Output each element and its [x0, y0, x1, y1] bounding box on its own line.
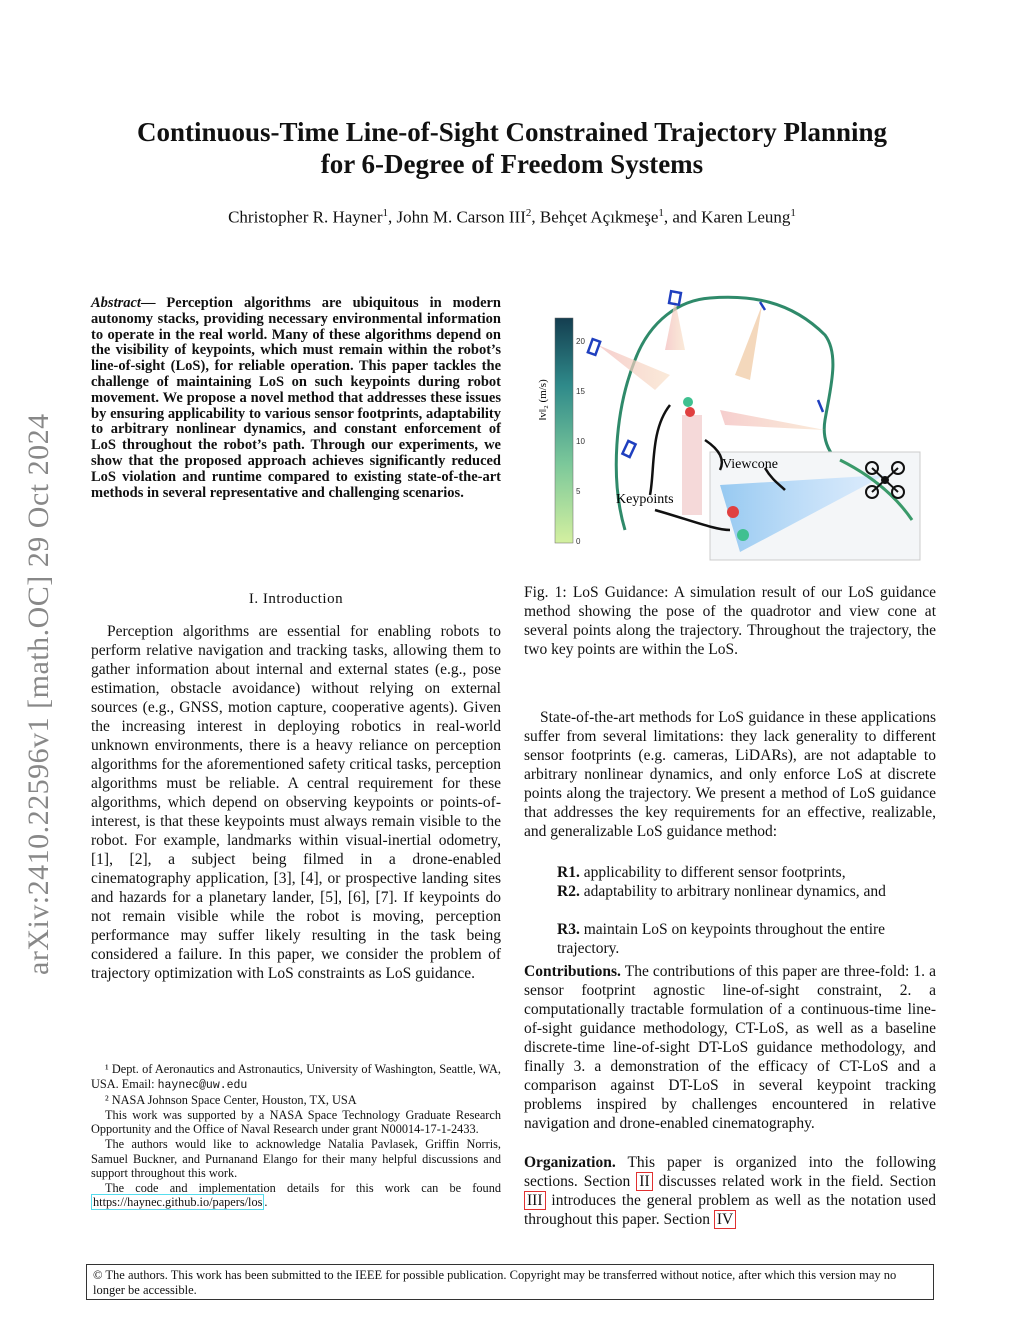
keypoint-marker [683, 397, 693, 407]
affiliation-mark: 1 [382, 207, 388, 219]
footnotes [91, 1062, 501, 1210]
colorbar-tick: 0 [576, 537, 581, 546]
requirement-r3: R3. maintain LoS on keypoints throughout the entire trajectory. [557, 921, 886, 957]
requirement-r1: R1. applicability to different sensor footprints, [557, 864, 846, 881]
abstract-text: — Perception algorithms are ubiquitous in modern autonomy stacks, providing necessary environmental information to operate in the real world. Many of these algorithms depend on the visibility of keypoints, which must remain within the robot’s line-of-sight (LoS), for reliable operation. This paper tackles the challenge of maintaining LoS on such keypoints during robot movement. We propose a novel method that addresses these issues by ensuring applicability to various sensor footprints, adaptability to arbitrary nonlinear dynamics, and constant enforcement of LoS throughout the robot’s path. Through our experiments, we show that the proposed approach achieves significantly reduced LoS violation and runtime compared to existing state-of-the-art methods in several representative and challenging scenarios. [91, 295, 501, 501]
copyright-notice: © The authors. This work has been submitted to the IEEE for possible publication. Copyright may be transferred without notice, after which this version may no longer be accessible. [86, 1264, 934, 1300]
footnote-code: The code and implementation details for this work can be found https://haynec.github.io/papers/los . [93, 1180, 501, 1210]
footnote-acknowledgements: The authors would like to acknowledge Natalia Pavlasek, Griffin Norris, Samuel Buckner, and Purnanand Elango for their many helpful discussions and support throughout this work. [91, 1136, 501, 1181]
figure-caption: Fig. 1: LoS Guidance: A simulation result of our LoS guidance method showing the pose of the quadrotor and view cone at several points along the trajectory. Throughout the trajectory, the two key points are within the LoS. [524, 584, 936, 658]
keypoint-marker [727, 506, 739, 518]
colorbar [555, 318, 573, 543]
keypoint-marker [685, 407, 695, 417]
affiliation-mark: 2 [525, 207, 532, 219]
abstract-label: Abstract [91, 295, 141, 311]
viewcone-small [720, 410, 825, 430]
abstract [91, 296, 501, 501]
keypoint-pillar [682, 415, 702, 515]
title-line-2: for 6-Degree of Freedom Systems [320, 149, 704, 179]
section-heading-introduction: I. Introduction [248, 591, 344, 607]
callout-line [650, 405, 670, 495]
colorbar-tick: 5 [576, 487, 581, 496]
figure-label-keypoints: Keypoints [616, 492, 674, 507]
keypoint-marker [737, 529, 749, 541]
section-ref-link[interactable]: II [636, 1172, 652, 1191]
viewcone-small [598, 345, 670, 390]
organization-paragraph: Organization. This paper is organized into the following sections. Section II discusses related work in the field. Section III introduces the general problem as well as the notation used throughout this paper. Section IV [524, 1154, 936, 1228]
colorbar-tick: 20 [576, 337, 585, 346]
figure-los-guidance [537, 280, 940, 580]
colorbar-label: ‖v‖₂ (m/s) [537, 379, 549, 421]
arxiv-identifier: arXiv:2410.22596v1 [math.OC] 29 Oct 2024 [22, 413, 55, 975]
title-line-1: Continuous-Time Line-of-Sight Constrained Trajectory Planning [136, 117, 888, 147]
colorbar-tick: 15 [576, 387, 585, 396]
code-link[interactable]: https://haynec.github.io/papers/los [93, 1195, 263, 1210]
contributions-paragraph: Contributions. The contributions of this paper are three-fold: 1. a sensor footprint agnostic line-of-sight constraint, 2. a computationally tractable formulation of a continuous-time line-of-sight guidance methodology, CT-LoS, as well as a baseline discrete-time line-of-sight DT-LoS guidance methodology, and finally 3. a demonstration of the efficacy of CT-LoS and a comparison against DT-LoS in several keypoint tracking problems inspired by challenges encountered in relative navigation and drone-enabled cinematography. [524, 963, 936, 1132]
author-3: , Behçet Açıkmeşe [531, 207, 659, 227]
section-ref-link[interactable]: III [524, 1191, 546, 1210]
figure-label-viewcone: Viewcone [722, 457, 778, 472]
viewcone-small [665, 300, 685, 350]
footnote-affiliation-2: ² NASA Johnson Space Center, Houston, TX, USA [105, 1093, 357, 1108]
affiliation-mark: 1 [790, 207, 796, 219]
paper-title [60, 116, 964, 180]
footnote-funding: This work was supported by a NASA Space Technology Graduate Research Opportunity and the Office of Naval Research under grant N00014-17-1-2433. [91, 1107, 501, 1137]
author-4: , and Karen Leung [663, 207, 791, 227]
colorbar-tick: 10 [576, 437, 585, 446]
author-list [60, 207, 964, 228]
footnote-affiliation-1: ¹ Dept. of Aeronautics and Astronautics, University of Washington, Seattle, WA, USA. Email: haynec@uw.edu [91, 1062, 501, 1092]
introduction-paragraph: Perception algorithms are essential for enabling robots to perform relative navigation and tracking tasks, allowing them to gather information about internal and external states (e.g., pose estimation, obstacle avoidance) without relying on external sources (e.g., GNSS, motion capture, cooperative agents). Given the increasing interest in deploying robotics in real-world unknown environments, there is a heavy reliance on perception algorithms for the aforementioned safety critical tasks, perception algorithms must be reliable. A central requirement for these algorithms, which depend on observing keypoints or points-of-interest, is that these keypoints must always remain visible to the robot. For example, landmarks within visual-inertial odometry, [1], [2], a subject being filmed in a drone-enabled cinematography application, [3], [4], or prospective landing sites and hazards for a planetary lander, [5], [6], [7]. If keypoints do not remain visible while the robot is moving, perception performance may suffer likely resulting in the task being considered a failure. In this paper, we consider the problem of trajectory optimization with LoS constraints as LoS guidance. [91, 623, 501, 982]
limitations-paragraph: State-of-the-art methods for LoS guidance in these applications suffer from several limitations: they lack generality to different sensor footprints (e.g. cameras, LiDARs), are not adaptable to arbitrary nonlinear dynamics, and only enforce LoS at discrete points along the trajectory. We present a method of LoS guidance that addresses the key requirements for an effective, realizable, and generalizable LoS guidance method: [524, 709, 936, 840]
author-1: Christopher R. Hayner [228, 207, 383, 227]
section-ref-link[interactable]: IV [714, 1210, 736, 1229]
author-2: , John M. Carson III [387, 207, 526, 227]
viewcone-small [735, 305, 762, 380]
requirement-r2: R2. adaptability to arbitrary nonlinear dynamics, and [557, 883, 886, 900]
author-email: haynec@uw.edu [157, 1078, 248, 1092]
affiliation-mark: 1 [658, 207, 664, 219]
